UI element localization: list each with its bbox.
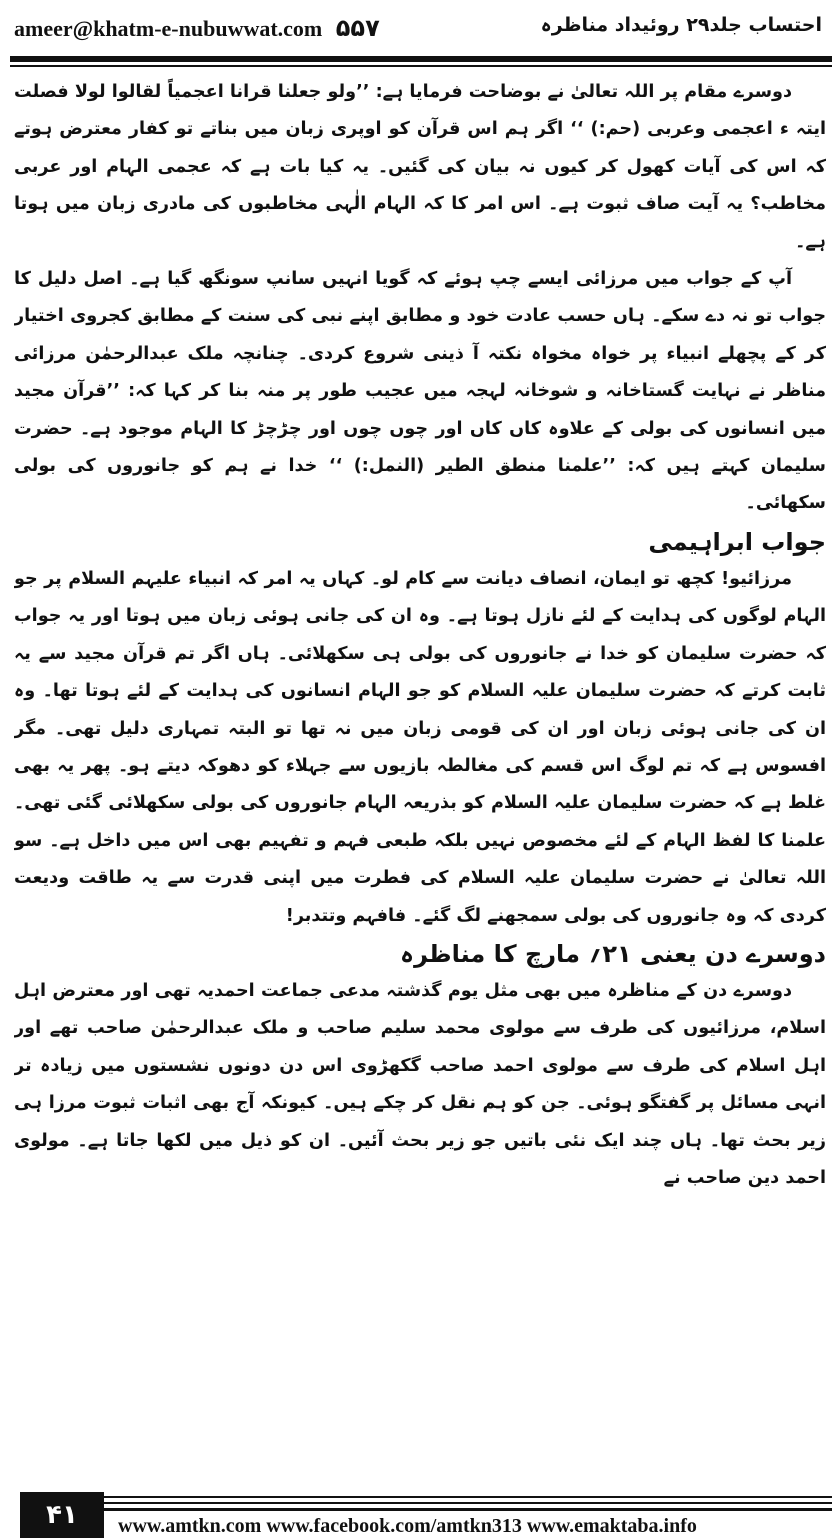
page-footer	[0, 1482, 840, 1540]
footer-links: www.amtkn.com www.facebook.com/amtkn313 www.emaktaba.info	[118, 1515, 697, 1537]
header-left	[14, 14, 380, 42]
section-heading: دوسرے دن یعنی ۲۱؍ مارچ کا مناظرہ	[400, 939, 826, 968]
footer-rule	[104, 1496, 832, 1498]
body-paragraph: دوسرے مقام پر اللہ تعالیٰ نے بوضاحت فرمایا ہے: ’’ولو جعلنا قرانا اعجمیاً لقالوا لولا فصلت ایتہ ء اعجمی وعربی (حم:) ‘‘ اگر ہم اس قرآن کو اوپری زبان میں بناتے تو کفار معترض ہوتے کہ اس کی آیات کھول کر کیوں نہ بیان کی گئیں۔ یہ کیا بات ہے کہ عجمی الہام اور عربی مخاطب؟ یہ آیت صاف ثبوت ہے۔ اس امر کا کہ الہام الٰہی مخاطبوں کی مادری زبان میں ہوتا ہے۔	[14, 82, 826, 252]
page-body	[14, 74, 826, 1474]
header-rule-thin	[10, 65, 832, 67]
footer-page-box: ۴۱	[20, 1492, 104, 1538]
footer-rule	[104, 1508, 832, 1511]
header-email: ameer@khatm-e-nubuwwat.com	[14, 16, 323, 41]
section-heading: جواب ابراہیمی	[648, 527, 826, 556]
body-paragraph: آپ کے جواب میں مرزائی ایسے چپ ہوئے کہ گویا انہیں سانپ سونگھ گیا ہے۔ اصل دلیل کا جواب تو نہ دے سکے۔ ہاں حسب عادت خود و مطابق اپنے نبی کی سنت کے مطابق کجروی اختیار کر کے پچھلے انبیاء پر خواہ مخواہ نکتہ آ ذینی شروع کردی۔ چنانچہ ملک عبدالرحمٰن مرزائی مناظر نے نہایت گستاخانہ و شوخانہ لہجہ میں عجیب طور پر منہ بنا کر کہا کہ: ’’قرآن مجید میں انسانوں کی بولی کے علاوہ کاں کاں اور چوں چوں اور چڑچڑ کا الہام موجود ہے۔ حضرت سلیمان کہتے ہیں کہ: ’’علمنا منطق الطیر (النمل:) ‘‘ خدا نے ہم کو جانوروں کی بولی سکھائی۔	[14, 269, 826, 514]
header-title: احتساب جلد۲۹ روئیداد مناظرہ	[540, 14, 822, 36]
page-header	[0, 0, 840, 66]
body-paragraph: مرزائیو! کچھ تو ایمان، انصاف دیانت سے کام لو۔ کہاں یہ امر کہ انبیاء علیہم السلام پر جو الہام لوگوں کی ہدایت کے لئے نازل ہوتا ہے۔ وہ ان کی جانی ہوئی زبان میں ہوتا اور یہ جواب کہ حضرت سلیمان کو خدا نے جانوروں کی بولی ہی سکھلائی۔ ہاں اگر تم قرآن مجید سے یہ ثابت کرتے کہ حضرت سلیمان علیہ السلام کو جو الہام انسانوں کی ہدایت کے لئے ہوتا تھا۔ وہ ان کی جانی ہوئی زبان اور ان کی قومی زبان میں نہ تھا تو البتہ تمہاری دلیل تھی۔ مگر افسوس ہے کہ تم لوگ اس قسم کی مغالطہ بازیوں سے جہلاء کو دھوکہ دیتے ہو۔ پھر یہ بھی غلط ہے کہ حضرت سلیمان علیہ السلام کو بذریعہ الہام جانوروں کی بولی سکھلائی گئی تھی۔ علمنا کا لفظ الہام کے لئے مخصوص نہیں بلکہ طبعی فہم و تفہیم بھی اس میں داخل ہے۔ سو اللہ تعالیٰ نے حضرت سلیمان علیہ السلام کی فطرت میں اپنی قدرت سے یہ طاقت ودیعت کردی کہ وہ جانوروں کی بولی سمجھنے لگ گئے۔ فافہم وتتدبر!	[14, 568, 826, 926]
footer-rule	[104, 1502, 832, 1504]
body-paragraph: دوسرے دن کے مناظرہ میں بھی مثل یوم گذشتہ مدعی جماعت احمدیہ تھی اور معترض اہل اسلام، مرزائیوں کی طرف سے مولوی محمد سلیم صاحب و ملک عبدالرحمٰن صاحب تھے اور اہل اسلام کی طرف سے مولوی احمد صاحب گکھڑوی اس دن دونوں نشستوں میں زیادہ تر انہی مسائل پر گفتگو ہوئی۔ جن کو ہم نقل کر چکے ہیں۔ کیونکہ آج بھی اثبات ثبوت مرزا ہی زیر بحث تھا۔ ہاں چند ایک نئی باتیں جو زیر بحث آئیں۔ ان کو ذیل میں لکھا جاتا ہے۔ مولوی احمد دین صاحب نے	[14, 980, 826, 1188]
header-rule-thick	[10, 56, 832, 62]
header-page-number: ۵۵۷	[335, 14, 380, 42]
